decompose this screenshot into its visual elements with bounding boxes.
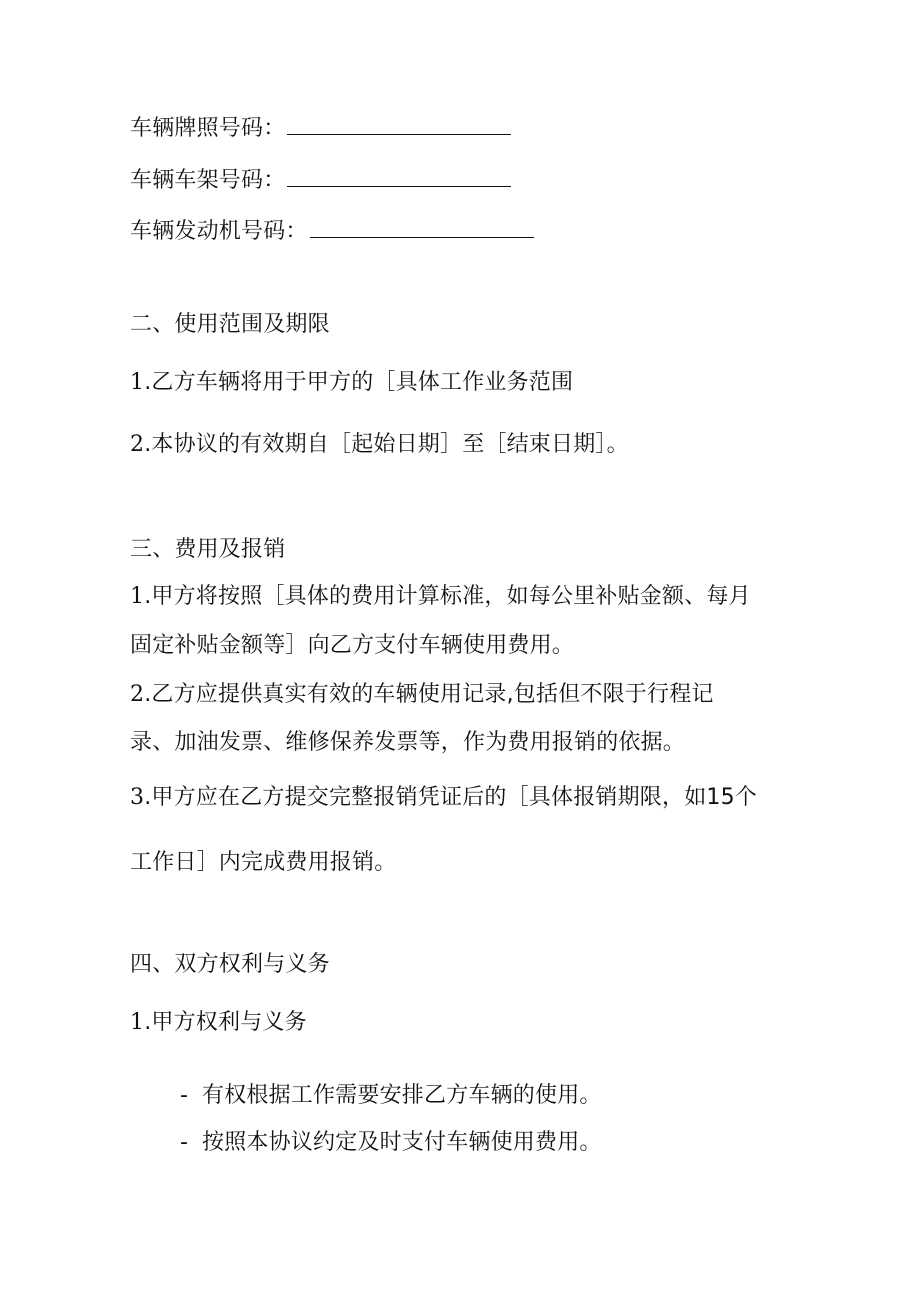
item-text: .甲方权利与义务 [144, 1010, 307, 1035]
section3-item-2-line2: 录、加油发票、维修保养发票等，作为费用报销的依据。 [130, 730, 686, 755]
section3-heading: 三、费用及报销 [130, 537, 286, 562]
dash-icon: - [180, 1130, 189, 1155]
dash-icon: - [180, 1083, 189, 1108]
item-number: 2 [130, 432, 145, 457]
section3-item-1-line1 [130, 582, 751, 612]
bullet-text: 按照本协议约定及时支付车辆使用费用。 [202, 1130, 602, 1155]
item-number: 2 [130, 682, 145, 707]
item-text: .甲方将按照［具体的费用计算标准，如每公里补贴金额、每月 [144, 584, 751, 609]
engine-number-blank[interactable] [310, 215, 534, 238]
section3-item-3-line2: 工作日］内完成费用报销。 [130, 850, 397, 875]
license-plate-label: 车辆牌照号码： [130, 116, 286, 141]
item-number: 1 [130, 584, 145, 609]
item-number: 1 [130, 1010, 145, 1035]
section3-item-3-line1 [130, 783, 757, 813]
section3-item-2-line1 [130, 680, 714, 710]
section4-bullet-2 [180, 1128, 602, 1158]
section4-bullet-1 [180, 1081, 602, 1111]
section3-item-1-line2: 固定补贴金额等］向乙方支付车辆使用费用。 [130, 633, 575, 658]
bullet-text: 有权根据工作需要安排乙方车辆的使用。 [202, 1083, 602, 1108]
section4-subheading [130, 1008, 307, 1038]
frame-number-blank[interactable] [287, 164, 511, 187]
item-text: .乙方应提供真实有效的车辆使用记录,包括但不限于行程记 [144, 682, 714, 707]
section4-heading: 四、双方权利与义务 [130, 952, 330, 977]
frame-number-label: 车辆车架号码： [130, 168, 286, 193]
item-text: .乙方车辆将用于甲方的［具体工作业务范围 [144, 370, 574, 395]
item-text: .甲方应在乙方提交完整报销凭证后的［具体报销期限，如15个 [144, 785, 757, 810]
license-plate-field [130, 112, 511, 144]
license-plate-blank[interactable] [287, 112, 511, 135]
engine-number-label: 车辆发动机号码： [130, 219, 308, 244]
item-number: 1 [130, 370, 145, 395]
engine-number-field [130, 215, 534, 247]
frame-number-field [130, 164, 511, 196]
item-text: .本协议的有效期自［起始日期］至［结束日期］。 [144, 432, 629, 457]
section2-heading: 二、使用范围及期限 [130, 312, 330, 337]
section2-item-1 [130, 368, 573, 398]
section2-item-2 [130, 430, 629, 460]
item-number: 3 [130, 785, 145, 810]
